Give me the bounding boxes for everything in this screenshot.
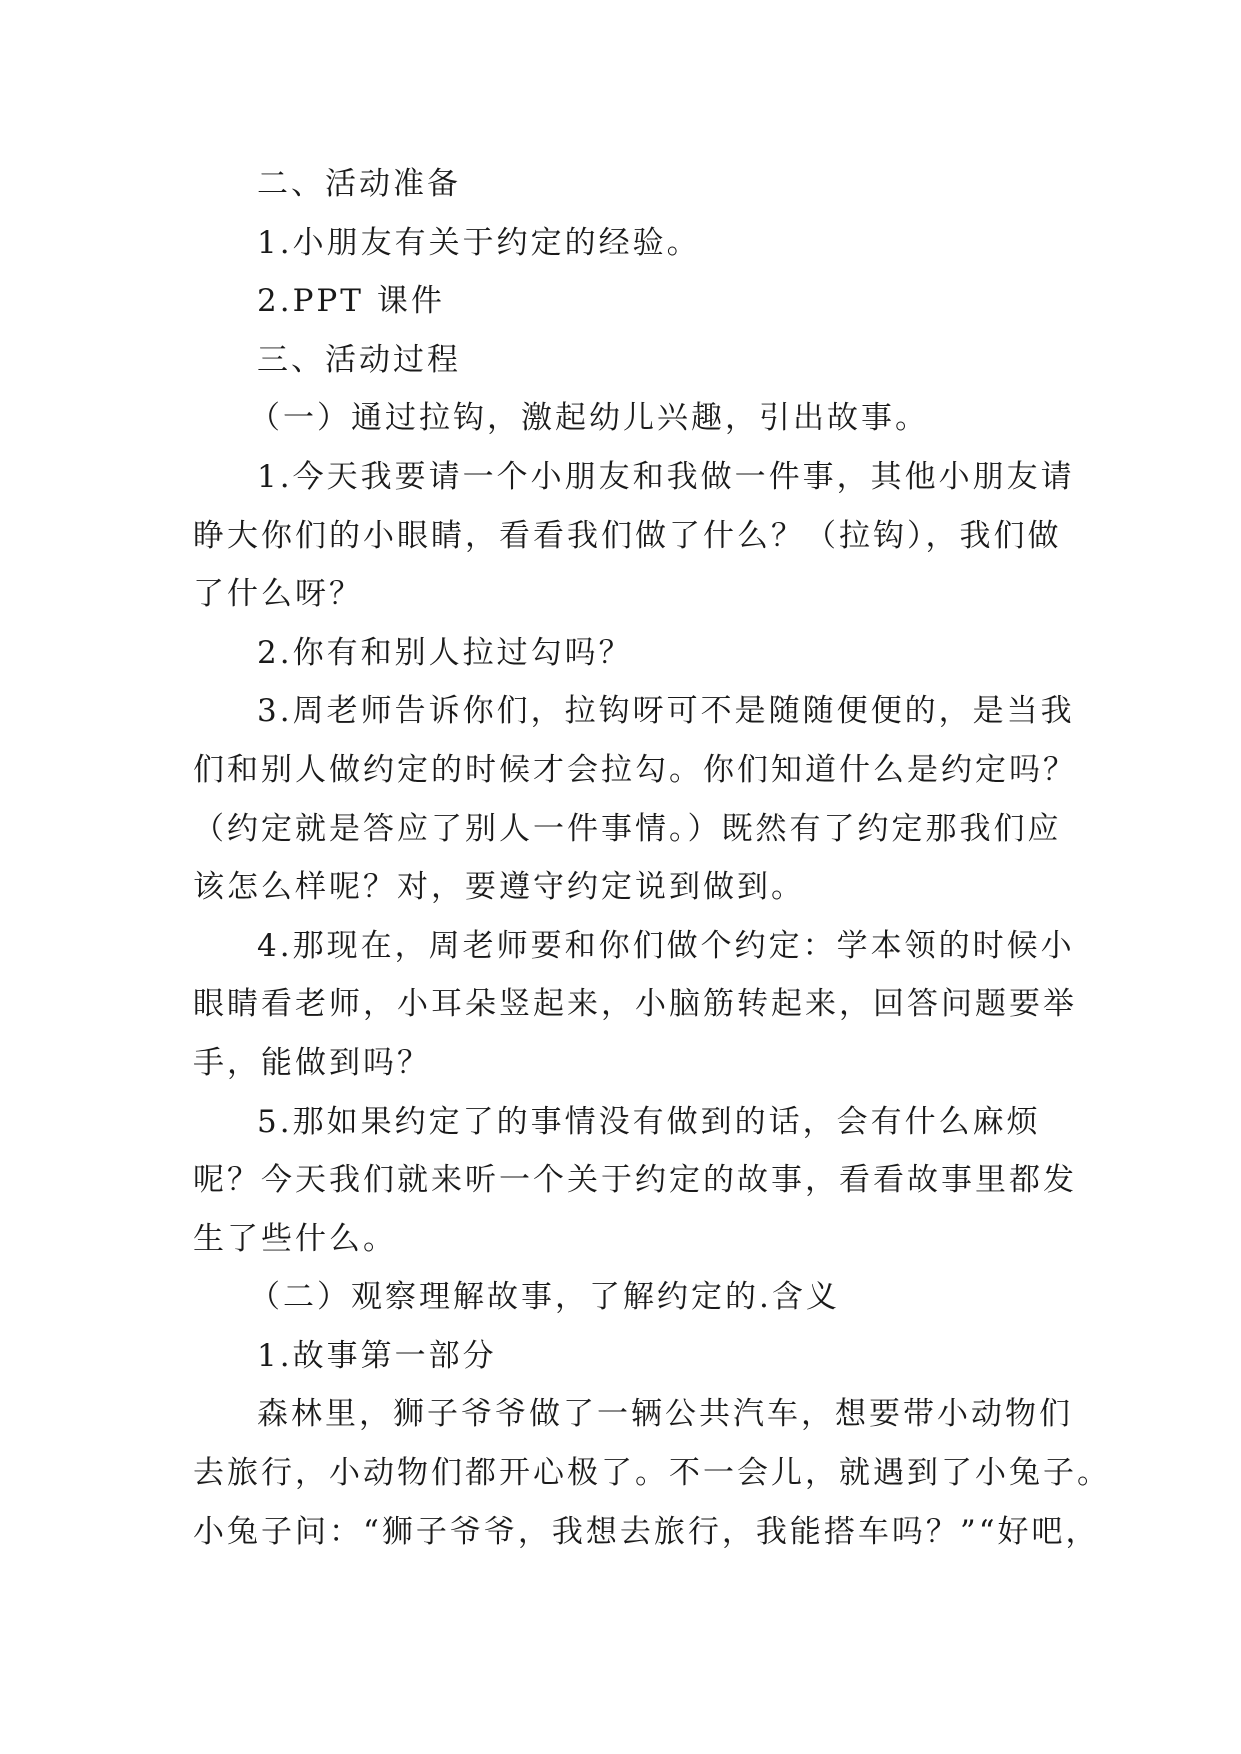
paragraph-line: 该怎么样呢？对，要遵守约定说到做到。 xyxy=(193,869,805,906)
paragraph-line: 森林里，狮子爷爷做了一辆公共汽车，想要带小动物们 xyxy=(257,1396,1073,1433)
paragraph-line: 去旅行，小动物们都开心极了。不一会儿，就遇到了小兔子。 xyxy=(193,1455,1111,1492)
paragraph-line: 了什么呀？ xyxy=(193,576,363,613)
section-heading-process: 三、活动过程 xyxy=(257,341,461,378)
paragraph-line: 1.故事第一部分 xyxy=(257,1337,497,1374)
paragraph-line: 睁大你们的小眼睛，看看我们做了什么？（拉钩），我们做 xyxy=(193,517,1062,554)
paragraph-line: 2.PPT 课件 xyxy=(257,283,445,320)
paragraph-line: 5.那如果约定了的事情没有做到的话，会有什么麻烦 xyxy=(257,1103,1041,1140)
subsection-heading-two: （二）观察理解故事，了解约定的.含义 xyxy=(249,1279,840,1316)
document-body xyxy=(193,155,1111,1561)
subsection-heading-one: （一）通过拉钩，激起幼儿兴趣，引出故事。 xyxy=(249,400,929,437)
paragraph-line: 手，能做到吗？ xyxy=(193,1044,431,1081)
paragraph-line: 4.那现在，周老师要和你们做个约定：学本领的时候小 xyxy=(257,927,1075,964)
paragraph-line: 3.周老师告诉你们，拉钩呀可不是随随便便的，是当我 xyxy=(257,693,1075,730)
paragraph-line: 眼睛看老师，小耳朵竖起来，小脑筋转起来，回答问题要举 xyxy=(193,986,1077,1023)
paragraph-line: 生了些什么。 xyxy=(193,1220,397,1257)
section-heading-preparation: 二、活动准备 xyxy=(257,166,461,202)
paragraph-line: 2.你有和别人拉过勾吗？ xyxy=(257,634,633,671)
paragraph-line: 呢？今天我们就来听一个关于约定的故事，看看故事里都发 xyxy=(193,1162,1077,1199)
paragraph-line: 小兔子问：“狮子爷爷，我想去旅行，我能搭车吗？”“好吧， xyxy=(193,1513,1100,1550)
paragraph-line: （约定就是答应了别人一件事情。）既然有了约定那我们应 xyxy=(193,810,1062,847)
paragraph-line: 1.小朋友有关于约定的经验。 xyxy=(257,224,701,261)
paragraph-line: 们和别人做约定的时候才会拉勾。你们知道什么是约定吗？ xyxy=(193,751,1077,788)
paragraph-line: 1.今天我要请一个小朋友和我做一件事，其他小朋友请 xyxy=(257,458,1075,495)
